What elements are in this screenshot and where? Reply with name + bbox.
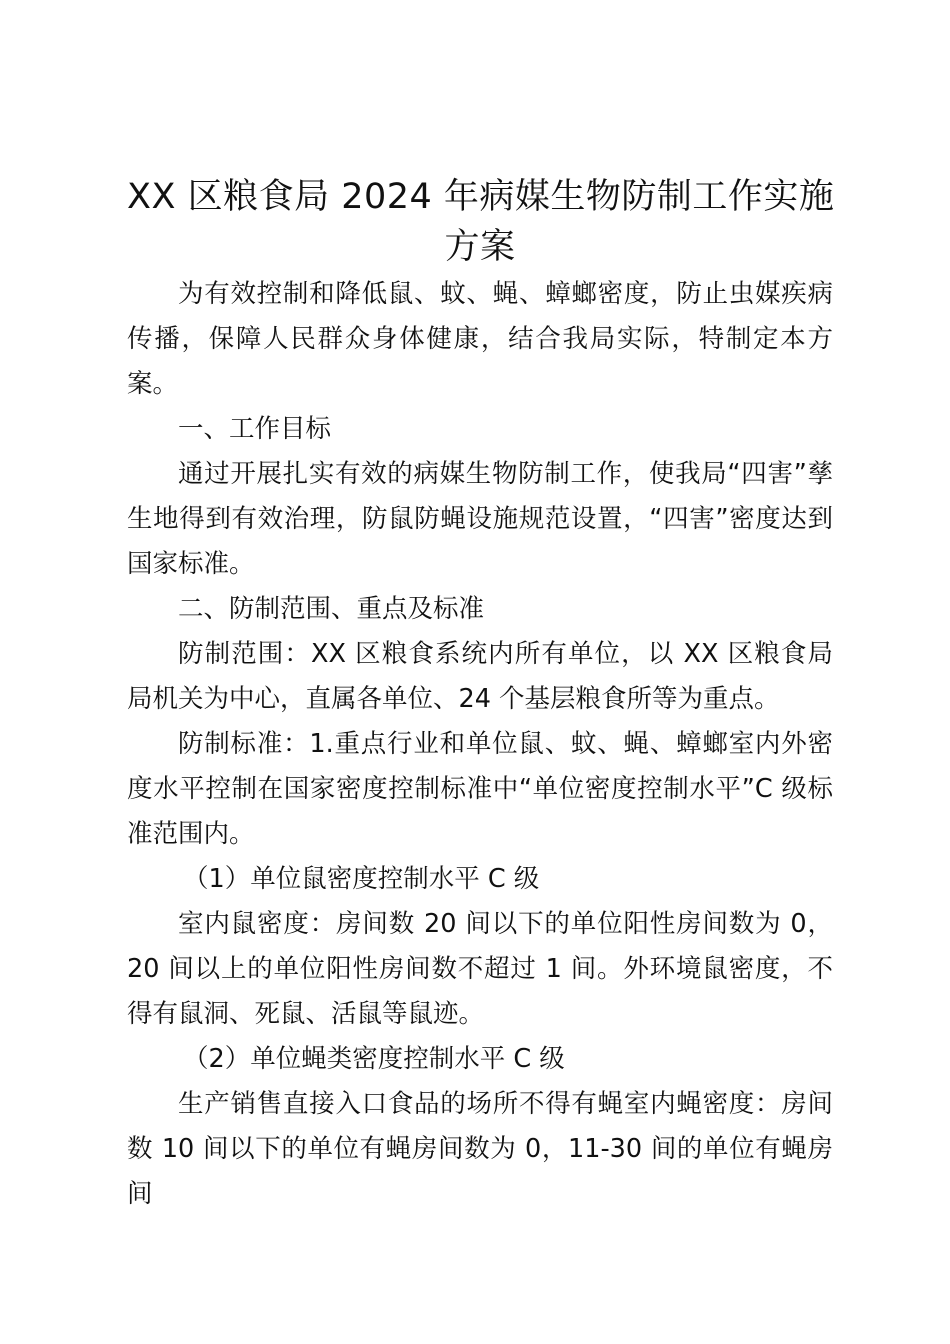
subheading-fly: （2）单位蝇类密度控制水平 C 级 [183, 1044, 565, 1074]
scope-paragraph: 防制范围：XX 区粮食系统内所有单位，以 XX 区粮食局局机关为中心，直属各单位、24 个基层粮食所等为重点。 [127, 639, 833, 714]
rodent-paragraph: 室内鼠密度：房间数 20 间以下的单位阳性房间数为 0，20 间以上的单位阳性房间数不超过 1 间。外环境鼠密度，不得有鼠洞、死鼠、活鼠等鼠迹。 [127, 909, 833, 1029]
intro-paragraph: 为有效控制和降低鼠、蚊、蝇、蟑螂密度，防止虫媒疾病传播，保障人民群众身体健康，结合我局实际，特制定本方案。 [127, 279, 833, 399]
fly-paragraph: 生产销售直接入口食品的场所不得有蝇室内蝇密度：房间数 10 间以下的单位有蝇房间数为 0，11-30 间的单位有蝇房间 [127, 1089, 833, 1209]
standard-paragraph: 防制标准：1.重点行业和单位鼠、蚊、蝇、蟑螂室内外密度水平控制在国家密度控制标准中“单位密度控制水平”C 级标准范围内。 [127, 729, 833, 849]
title-line-2: 方案 [444, 227, 516, 267]
section-heading-scope: 二、防制范围、重点及标准 [178, 594, 485, 624]
document-page [127, 172, 833, 1217]
goals-paragraph: 通过开展扎实有效的病媒生物防制工作，使我局“四害”孳生地得到有效治理，防鼠防蝇设施规范设置，“四害”密度达到国家标准。 [127, 459, 833, 579]
subheading-rodent: （1）单位鼠密度控制水平 C 级 [183, 864, 540, 894]
section-heading-goals: 一、工作目标 [178, 414, 332, 444]
title-line-1: XX 区粮食局 2024 年病媒生物防制工作实施 [127, 177, 835, 217]
document-title [127, 172, 833, 272]
